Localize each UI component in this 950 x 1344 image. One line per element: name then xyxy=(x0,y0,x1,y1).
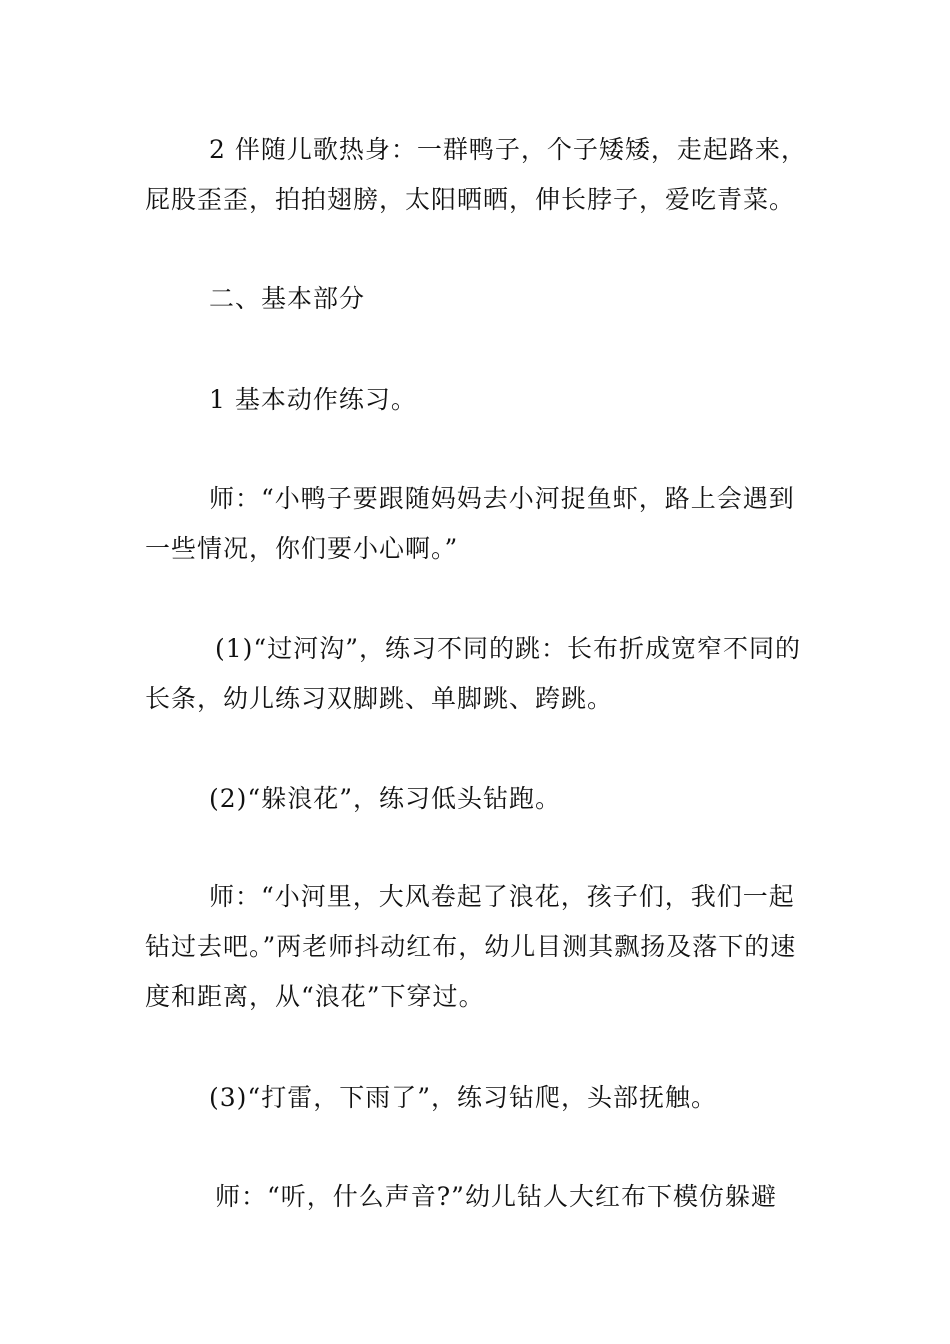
paragraph-teacher-intro: 师：“小鸭子要跟随妈妈去小河捉鱼虾，路上会遇到一些情况，你们要小心啊。” xyxy=(145,484,795,563)
paragraph-cross-ditch: (1)“过河沟”，练习不同的跳：长布折成宽窄不同的长条，幼儿练习双脚跳、单脚跳、跨跳。 xyxy=(145,634,801,713)
section-heading-basic-part: 二、基本部分 xyxy=(209,284,366,313)
paragraph-teacher-waves: 师：“小河里，大风卷起了浪花，孩子们，我们一起钻过去吧。”两老师抖动红布，幼儿目测其飘扬及落下的速度和距离，从“浪花”下穿过。 xyxy=(145,882,797,1011)
paragraph-dodge-waves: (2)“躲浪花”，练习低头钻跑。 xyxy=(209,784,561,813)
paragraph-thunder-rain: (3)“打雷，下雨了”，练习钻爬，头部抚触。 xyxy=(209,1083,717,1112)
subheading-basic-movement: 1 基本动作练习。 xyxy=(209,385,417,414)
paragraph-warmup-song: 2 伴随儿歌热身：一群鸭子，个子矮矮，走起路来，屁股歪歪，拍拍翅膀，太阳晒晒，伸长脖子，爱吃青菜。 xyxy=(145,135,807,214)
paragraph-teacher-listen: 师：“听，什么声音?”幼儿钻人大红布下模仿躲避 xyxy=(215,1182,777,1211)
